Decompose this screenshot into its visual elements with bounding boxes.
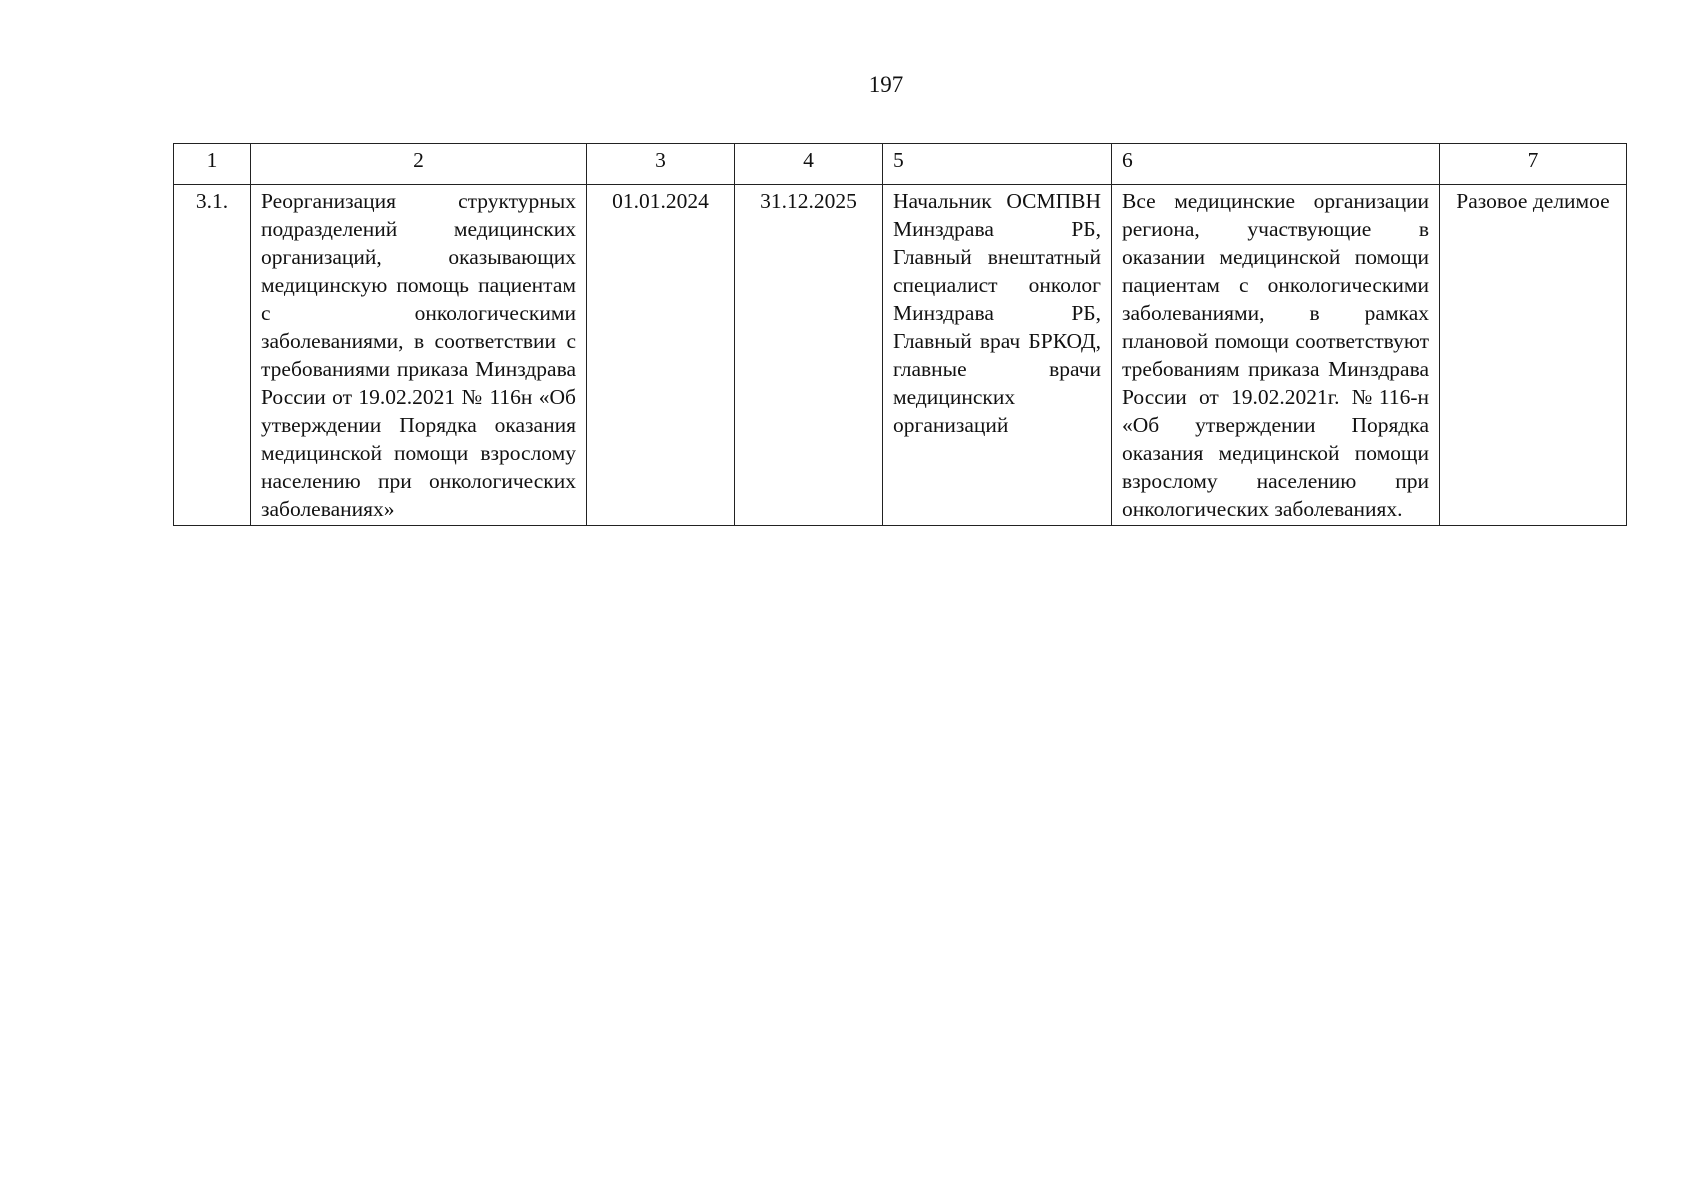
activities-table [173, 143, 1627, 526]
header-cell-6: 6 [1112, 144, 1440, 185]
row-description: Реорганизация структурных подразделений медицинских организаций, оказывающих медицинскую помощь пациентам с онкологическими заболеваниями, в соответствии с требованиями приказа Минздрава России от 19.02.2021 № 116н «Об утверждении Порядка оказания медицинской помощи взрослому населению при онкологических заболеваниях» [251, 185, 587, 526]
row-type: Разовое делимое [1440, 185, 1627, 526]
row-responsible: Начальник ОСМПВН Минздрава РБ, Главный внештатный специалист онколог Минздрава РБ, Главный врач БРКОД, главные врачи медицинских организаций [883, 185, 1112, 526]
header-cell-2: 2 [251, 144, 587, 185]
header-cell-1: 1 [174, 144, 251, 185]
header-cell-3: 3 [587, 144, 735, 185]
page-number: 197 [868, 72, 904, 97]
row-result: Все медицинские организации региона, участвующие в оказании медицинской помощи пациентам с онкологическими заболеваниями, в рамках плановой помощи соответствуют требованиям приказа Минздрава России от 19.02.2021г. №116-н «Об утверждении Порядка оказания медицинской помощи взрослому населению при онкологических заболеваниях. [1112, 185, 1440, 526]
row-number: 3.1. [174, 185, 251, 526]
header-cell-4: 4 [735, 144, 883, 185]
table-header-row [174, 144, 1627, 185]
row-start-date: 01.01.2024 [587, 185, 735, 526]
row-end-date: 31.12.2025 [735, 185, 883, 526]
header-cell-7: 7 [1440, 144, 1627, 185]
header-cell-5: 5 [883, 144, 1112, 185]
table-row [174, 185, 1627, 526]
